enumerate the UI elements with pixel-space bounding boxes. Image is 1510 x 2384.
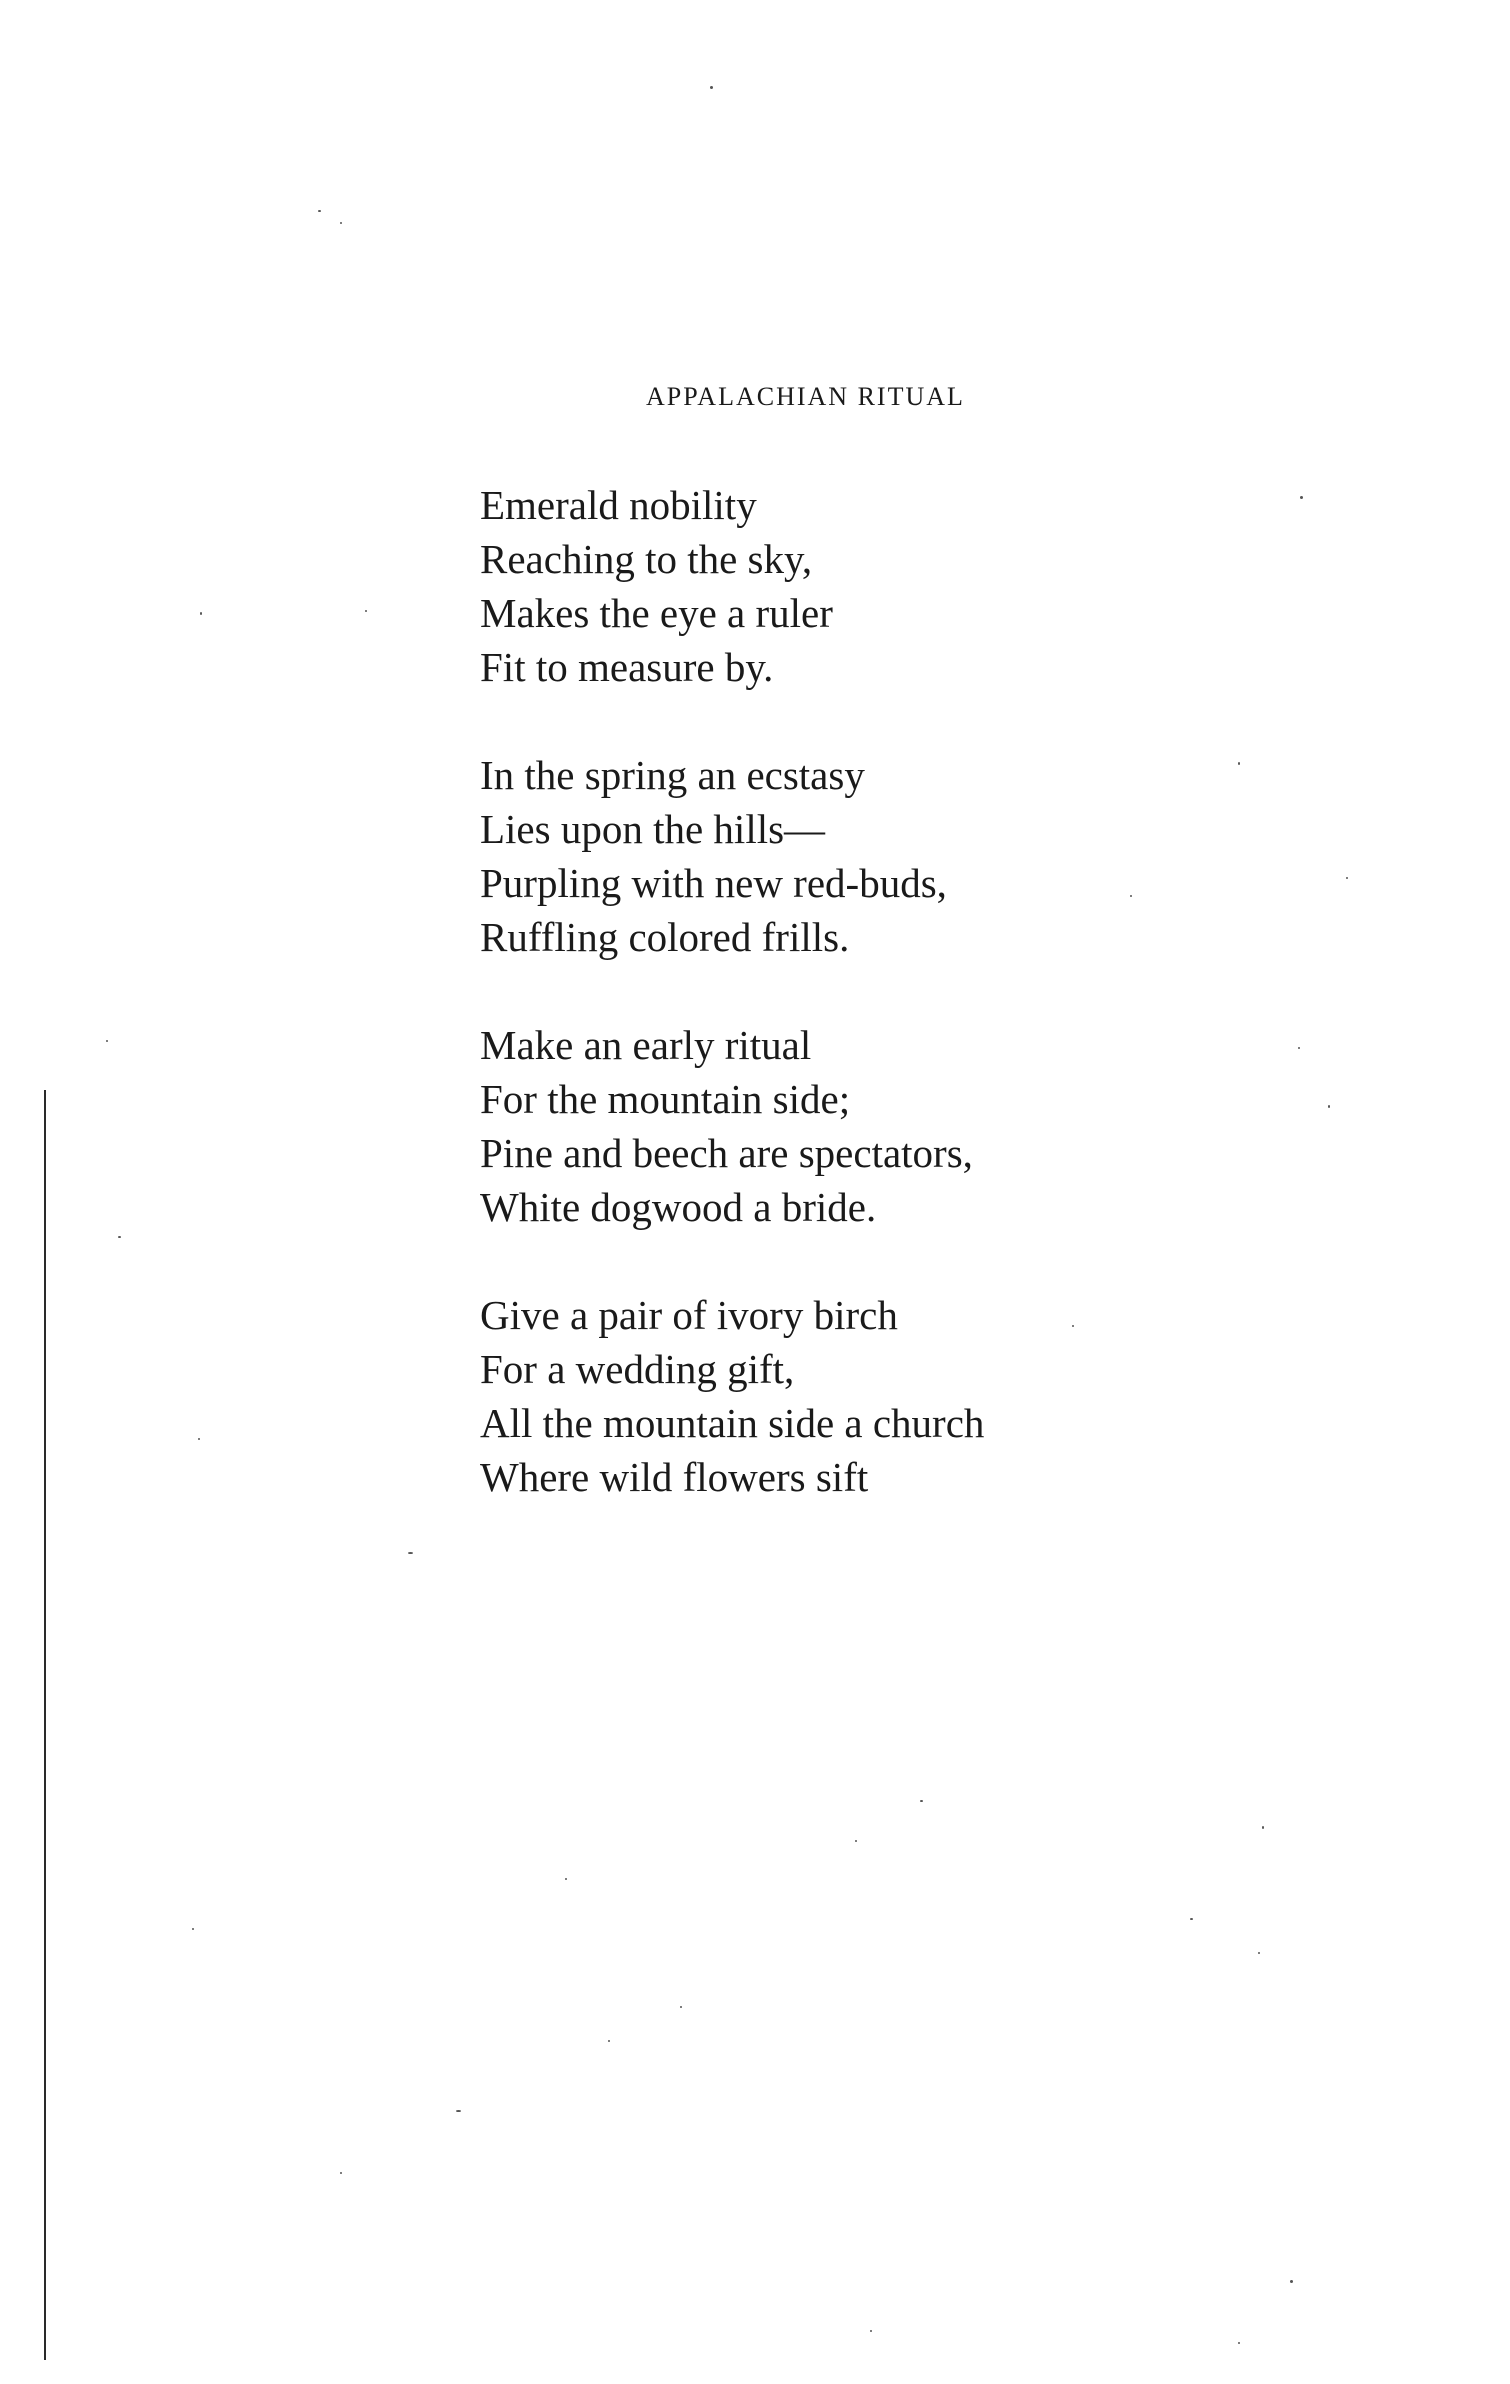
scan-speck [680,2006,682,2008]
scan-speck [318,210,321,212]
scan-speck [456,2110,461,2112]
poem-line: Makes the eye a ruler [480,590,833,636]
poem-line: Make an early ritual [480,1022,812,1068]
scan-speck [192,1928,194,1930]
scan-speck [1238,2342,1240,2344]
poem-line: For a wedding gift, [480,1346,795,1392]
scan-speck [870,2330,872,2332]
poem-stanza [480,1018,1480,1234]
scan-speck [1190,1918,1193,1920]
poem-line: Emerald nobility [480,482,757,528]
scan-speck [1258,1952,1260,1954]
scan-speck [340,222,342,224]
poem-stanza [480,748,1480,964]
poem-line: In the spring an ecstasy [480,752,865,798]
page-gutter-line [44,1090,46,2360]
scan-speck [340,2172,342,2174]
scan-speck [198,1438,200,1440]
poem-line: Lies upon the hills— [480,806,826,852]
poem-title: APPALACHIAN RITUAL [646,382,965,411]
poem-line: All the mountain side a church [480,1400,985,1446]
poem-line: Reaching to the sky, [480,536,813,582]
scan-speck [1262,1826,1264,1829]
scan-speck [565,1878,567,1880]
poem-line: Pine and beech are spectators, [480,1130,973,1176]
poem-line: Give a pair of ivory birch [480,1292,898,1338]
scan-speck [608,2040,610,2042]
scan-speck [106,1040,108,1042]
scan-speck [1290,2280,1293,2283]
poem-stanza [480,1288,1480,1504]
poem-body [480,478,1480,1558]
scan-speck [710,86,713,89]
poem-line: Fit to measure by. [480,644,774,690]
poem-line: Where wild flowers sift [480,1454,869,1500]
poem-stanza [480,478,1480,694]
scan-speck [118,1236,121,1238]
poem-line: Purpling with new red-buds, [480,860,947,906]
poem-line: Ruffling colored frills. [480,914,850,960]
scan-speck [855,1840,857,1842]
scan-speck [200,612,202,615]
scan-speck [365,610,367,612]
scan-speck [408,1552,413,1554]
poem-line: White dogwood a bride. [480,1184,877,1230]
poem-line: For the mountain side; [480,1076,851,1122]
scan-speck [920,1800,923,1802]
